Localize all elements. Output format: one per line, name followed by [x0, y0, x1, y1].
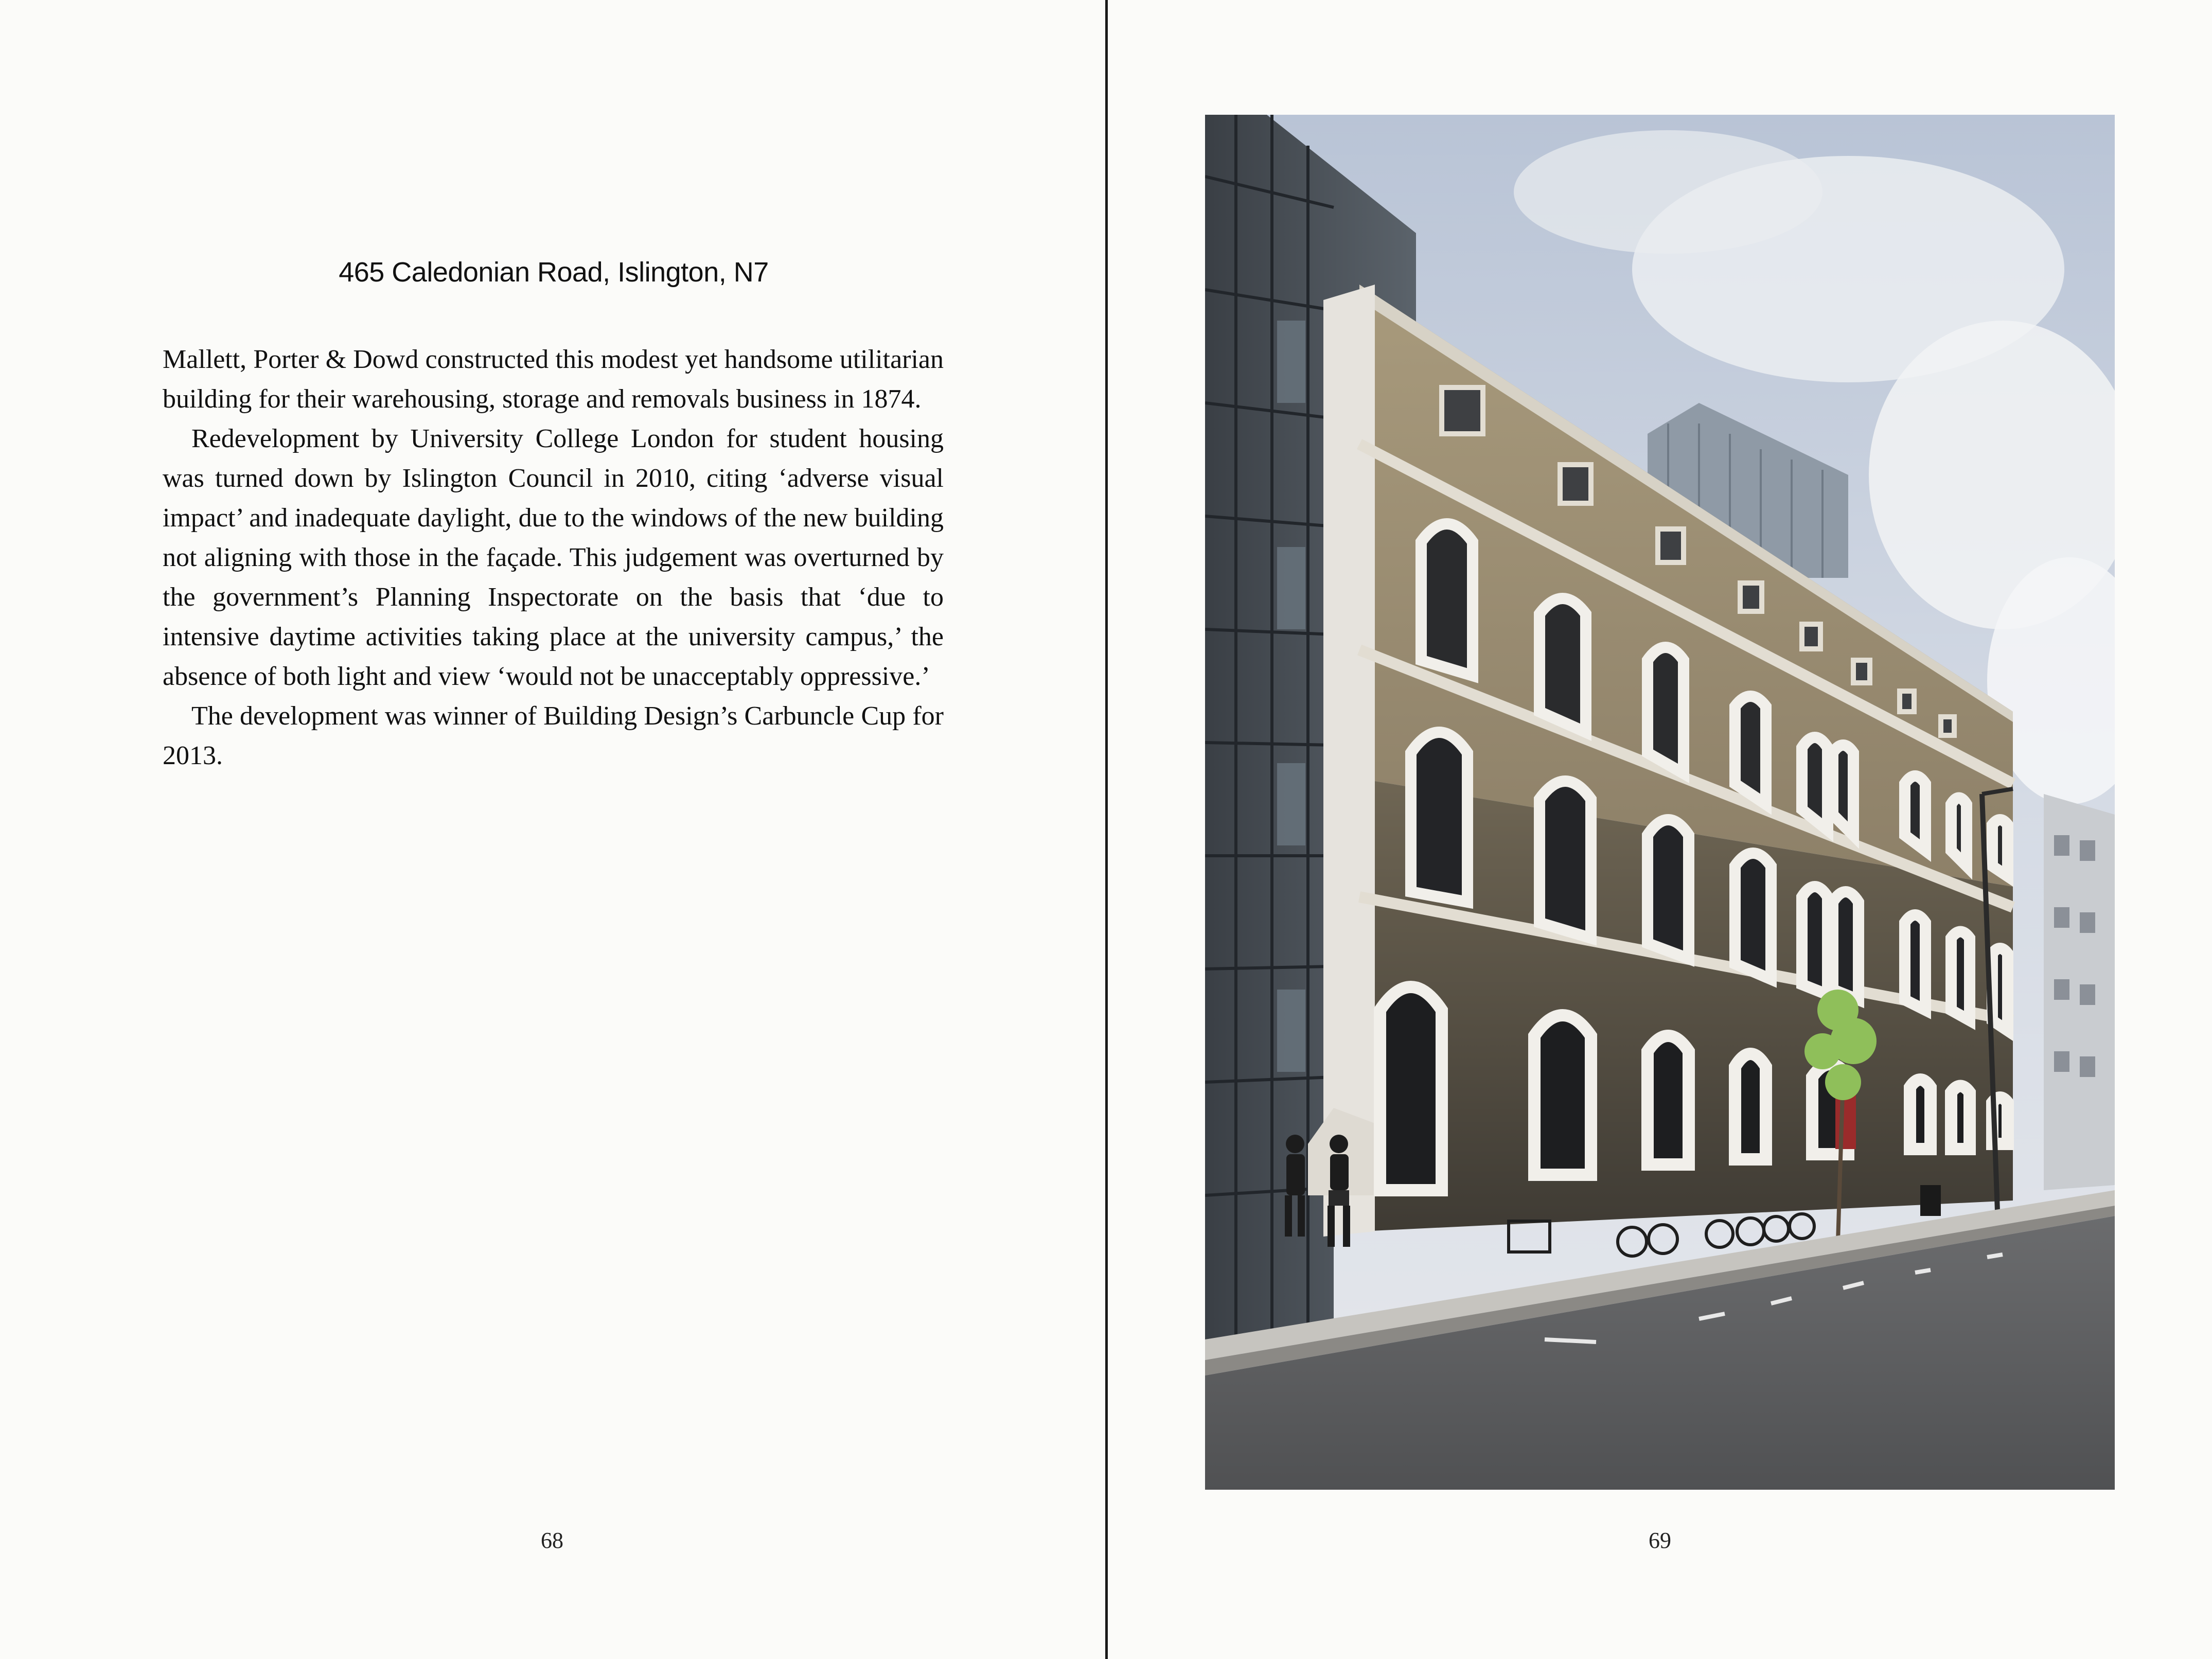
paragraph-3: The development was winner of Building Design’s Carbuncle Cup for 2013. — [163, 701, 944, 770]
warehouse-photo-illustration — [1205, 115, 2115, 1490]
paragraph-2: Redevelopment by University College London for student housing was turned down by Islington Council in 2010, citing ‘adverse visual impact’ and inadequate daylight, due to the windows of the new building not aligning with those in the façade. This judgement was overturned by the government’s Planning Inspectorate on the basis that ‘due to intensive daytime activities taking place at the university campus,’ the absence of both light and view ‘would not be unacceptably oppressive.’ — [163, 424, 944, 691]
building-photo — [1205, 115, 2115, 1490]
page-number-right: 69 — [1649, 1528, 1671, 1553]
paragraph-1: Mallett, Porter & Dowd constructed this modest yet handsome utilitarian building for their warehousing, storage and removals business in 1874. — [163, 345, 944, 414]
body-text — [163, 340, 944, 775]
page-number-left: 68 — [541, 1528, 563, 1553]
page-title: 465 Caledonian Road, Islington, N7 — [339, 257, 769, 288]
